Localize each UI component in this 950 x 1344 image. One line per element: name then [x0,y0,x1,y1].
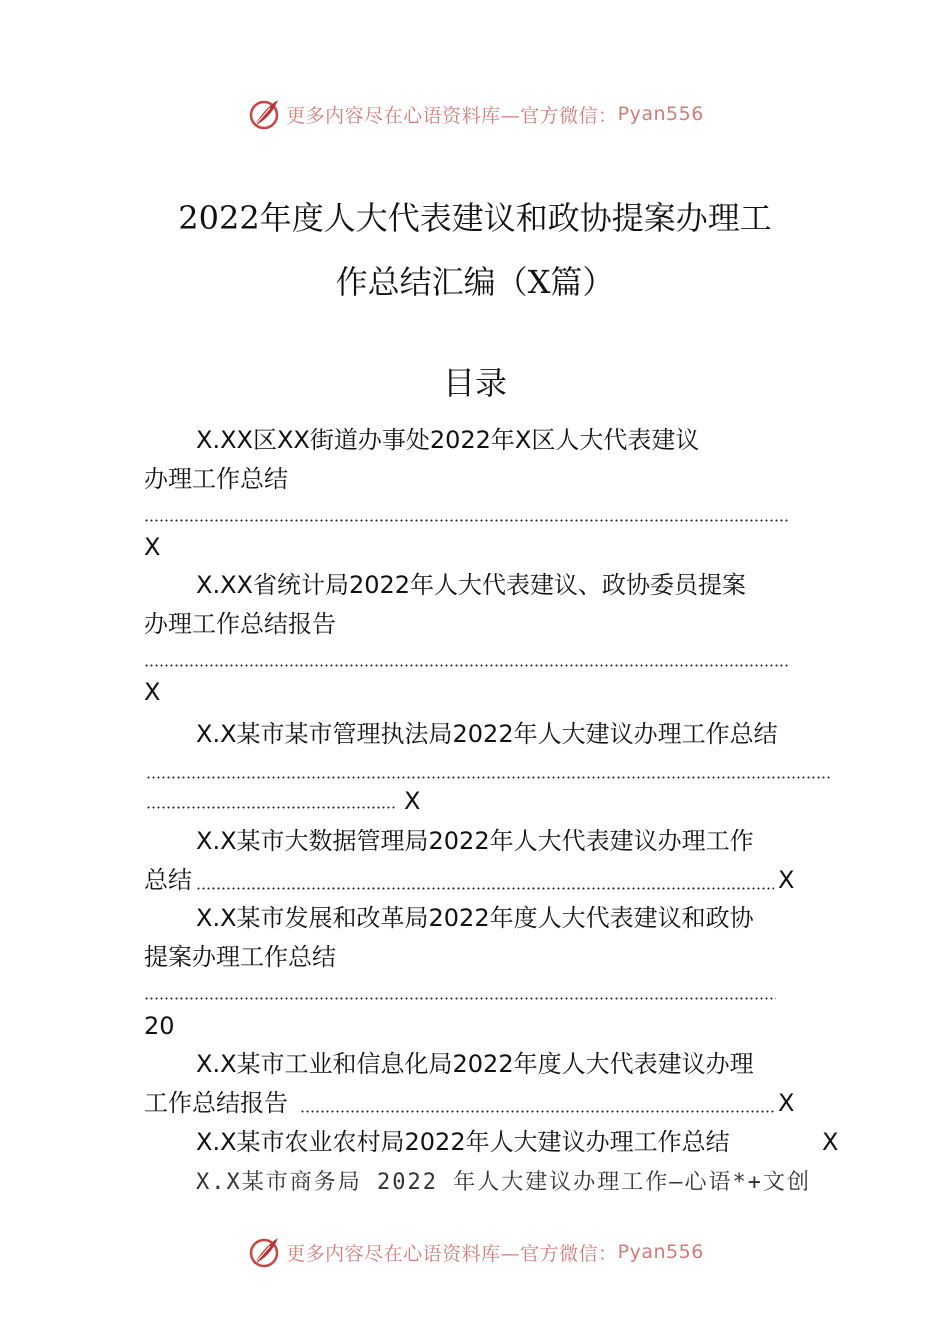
toc-leader-dots [144,519,790,522]
document-title-line2: 作总结汇编（X篇） [335,263,615,301]
toc-entry-4-title-cont[interactable]: 总结 [144,866,192,894]
toc-entry-5-title-cont[interactable]: 提案办理工作总结 [144,943,336,971]
toc-entry-1-title-cont[interactable]: 办理工作总结 [144,465,288,493]
toc-entry-4-page[interactable]: X [778,866,795,894]
toc-entry-1-title[interactable]: X.XX区XX街道办事处2022年X区人大代表建议 [196,426,700,454]
feather-quill-icon [246,1234,282,1270]
toc-heading: 目录 [442,364,507,402]
toc-entry-7-title[interactable]: X.X某市农业农村局2022年人大建议办理工作总结 [196,1128,730,1156]
toc-leader-dots [146,776,832,779]
toc-leader-dots [146,806,396,809]
toc-entry-8-partial: X.X某市商务局 2022 年人大建议办理工作—心语*+文创 [196,1170,811,1195]
toc-entry-6-title[interactable]: X.X某市工业和信息化局2022年度人大代表建议办理 [196,1050,754,1078]
toc-entry-7-page[interactable]: X [822,1128,839,1156]
document-title-line1: 2022年度人大代表建议和政协提案办理工 [178,199,772,237]
toc-entry-1-page[interactable]: X [144,533,161,561]
watermark-footer [0,1232,950,1272]
feather-quill-icon [246,96,282,132]
toc-entry-2-page[interactable]: X [144,678,161,706]
toc-entry-6-title-cont[interactable]: 工作总结报告 [144,1089,288,1117]
toc-leader-dots [144,664,790,667]
wechat-id: Pyan556 [617,1241,704,1263]
toc-leader-dots [300,1110,774,1113]
toc-entry-3-page[interactable]: X [404,787,421,815]
toc-entry-3-title[interactable]: X.X某市某市管理执法局2022年人大建议办理工作总结 [196,720,778,748]
toc-leader-dots [196,887,774,890]
toc-entry-4-title[interactable]: X.X某市大数据管理局2022年人大代表建议办理工作 [196,827,754,855]
watermark-text: 更多内容尽在心语资料库—官方微信： [286,104,618,127]
wechat-id: Pyan556 [617,103,704,125]
toc-entry-5-title[interactable]: X.X某市发展和改革局2022年度人大代表建议和政协 [196,904,754,932]
watermark-text: 更多内容尽在心语资料库—官方微信： [286,1242,618,1265]
watermark-header [0,94,950,134]
toc-entry-2-title-cont[interactable]: 办理工作总结报告 [144,610,336,638]
toc-entry-5-page[interactable]: 20 [144,1012,175,1040]
toc-entry-2-title[interactable]: X.XX省统计局2022年人大代表建议、政协委员提案 [196,571,747,599]
toc-leader-dots [144,997,776,1000]
toc-entry-6-page[interactable]: X [778,1089,795,1117]
